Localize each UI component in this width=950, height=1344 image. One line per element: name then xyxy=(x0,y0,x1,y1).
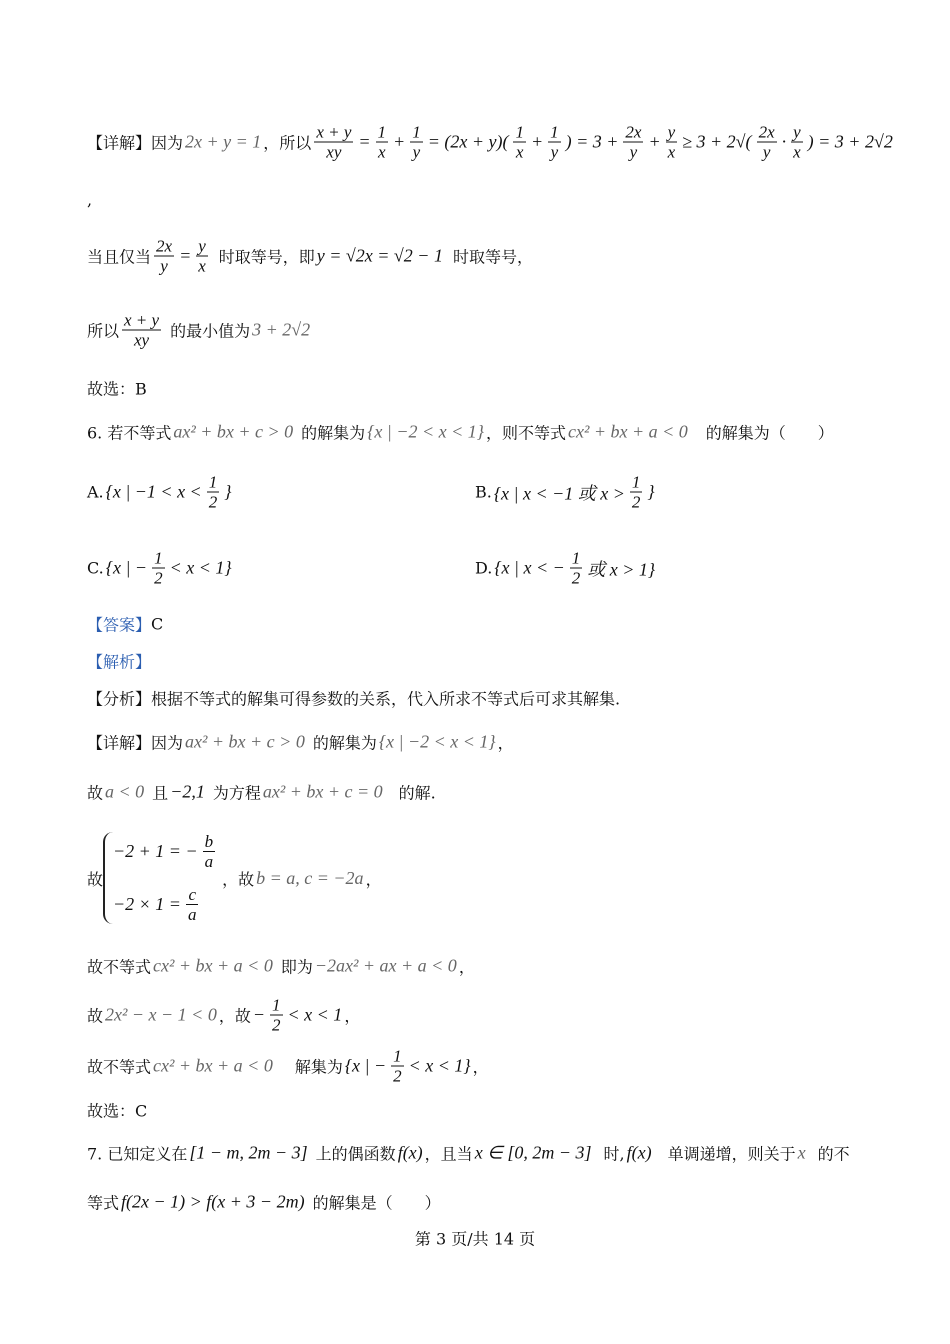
fraction: y x xyxy=(793,122,801,162)
fraction: $\frac{1}{2}$ xyxy=(154,548,163,588)
fraction: $\frac{2x}{y}$ xyxy=(625,122,642,162)
detail2-line-3: 故 −2 + 1 = − $\frac{b}{a}$ −2 × 1 = $\frac{c}{a}$ ，故 b = a, c = −2a ， xyxy=(87,832,382,924)
math: · xyxy=(781,131,787,152)
fraction: 1 x xyxy=(515,122,524,162)
fraction: $\frac{1}{2}$ xyxy=(393,1046,402,1086)
detail2-line-6: 故不等式 cx² + bx + a < 0 解集为 {x | − $\frac{1}{2}$ < x < 1} ， xyxy=(87,1046,489,1086)
fraction: $\frac{c}{a}$ xyxy=(187,885,197,924)
option-b[interactable]: B. {x | x < −1 或 x > 1 2 } xyxy=(475,472,655,512)
fraction: $\frac{1}{2}$ xyxy=(571,548,581,588)
math: + xyxy=(393,131,406,152)
question-7-line-2: 等式 f(2x − 1) > f(x + 3 − 2m) 的解集是（ ） xyxy=(87,1191,441,1213)
detail2-line-4: 故不等式 cx² + bx + a < 0 即为 −2ax² + ax + a < 0 ， xyxy=(87,955,475,977)
math: + xyxy=(648,131,661,152)
text: ，所以 xyxy=(263,133,312,153)
math: ) = 3 + 2√2 xyxy=(807,131,893,152)
fraction: $\frac{1}{2}$ xyxy=(272,995,281,1035)
comma-line: , xyxy=(87,190,93,210)
option-c[interactable]: C. {x | − $\frac{1}{2}$ < x < 1} xyxy=(87,548,232,588)
fraction: $\frac{b}{a}$ xyxy=(204,832,214,871)
math-condition: 2x + y = 1 xyxy=(185,131,262,152)
fraction: 2x y xyxy=(758,122,775,162)
fraction: $\frac{1}{y}$ xyxy=(550,122,559,162)
option-d[interactable]: D. {x | x < − $\frac{1}{2}$ 或 x > 1} xyxy=(475,548,656,588)
choice-line: 故选：B xyxy=(87,379,147,399)
fraction: $\frac{x + y}{xy}$ xyxy=(316,122,352,162)
detail-label: 【详解】因为 xyxy=(87,133,184,153)
detail2-line-1: 【详解】因为 ax² + bx + c > 0 的解集为 {x | −2 < x < 1} ， xyxy=(87,731,514,753)
equality-line: 当且仅当 $\frac{2x}{y}$ = $\frac{y}{x}$ 时取等号，即 y = √2x = √2 − 1 时取等号， xyxy=(87,236,533,276)
min-value-line: 所以 x + y xy 的最小值为 3 + 2√2 xyxy=(87,310,311,350)
answer-line xyxy=(87,613,163,636)
equation-system: −2 + 1 = − $\frac{b}{a}$ −2 × 1 = $\frac{c}{a}$ xyxy=(103,832,218,924)
detail2-line-2: 故 a < 0 且 −2,1 为方程 ax² + bx + c = 0 的解. xyxy=(87,781,436,803)
fraction: $\frac{y}{x}$ xyxy=(198,236,206,276)
math: ≥ 3 + 2√( xyxy=(682,131,752,152)
fraction: 1 2 xyxy=(208,472,218,512)
option-a[interactable]: A. {x | −1 < x < 1 2 } xyxy=(87,472,232,512)
fraction: $\frac{1}{y}$ xyxy=(412,122,421,162)
math: = (2x + y)( xyxy=(427,131,509,152)
detail2-line-5: 故 2x² − x − 1 < 0 ，故 − $\frac{1}{2}$ < x < 1 ， xyxy=(87,995,361,1035)
math: + xyxy=(530,131,544,152)
answer-value: C xyxy=(151,614,164,634)
fraction: 1 2 xyxy=(631,472,641,512)
page-footer: 第 3 页/共 14 页 xyxy=(414,1229,536,1249)
fraction: x + y xy xyxy=(124,310,160,350)
math: = xyxy=(358,131,371,152)
math: ) = 3 + xyxy=(565,131,619,152)
analysis-tag: 【解析】 xyxy=(87,652,152,672)
question-7-line-1: 7. 已知定义在 [1 − m, 2m − 3] 上的偶函数 f(x) ，且当 x ∈ [0, 2m − 3] 时, f(x) 单调递增，则关于 x 的不 xyxy=(87,1142,850,1164)
detail-line-1 xyxy=(87,123,895,162)
answer-tag: 【答案】 xyxy=(87,615,152,635)
fraction: $\frac{1}{x}$ xyxy=(377,122,387,162)
fraction: $\frac{y}{x}$ xyxy=(667,122,676,162)
analysis-line: 【分析】 根据不等式的解集可得参数的关系，代入所求不等式后可求其解集. xyxy=(87,689,621,709)
question-6: 6. 若不等式 ax² + bx + c > 0 的解集为 {x | −2 < x < 1} ，则不等式 cx² + bx + a < 0 的解集为（ ） xyxy=(87,421,834,443)
fraction: $\frac{2x}{y}$ xyxy=(156,236,173,276)
choice-line: 故选：C xyxy=(87,1101,148,1121)
